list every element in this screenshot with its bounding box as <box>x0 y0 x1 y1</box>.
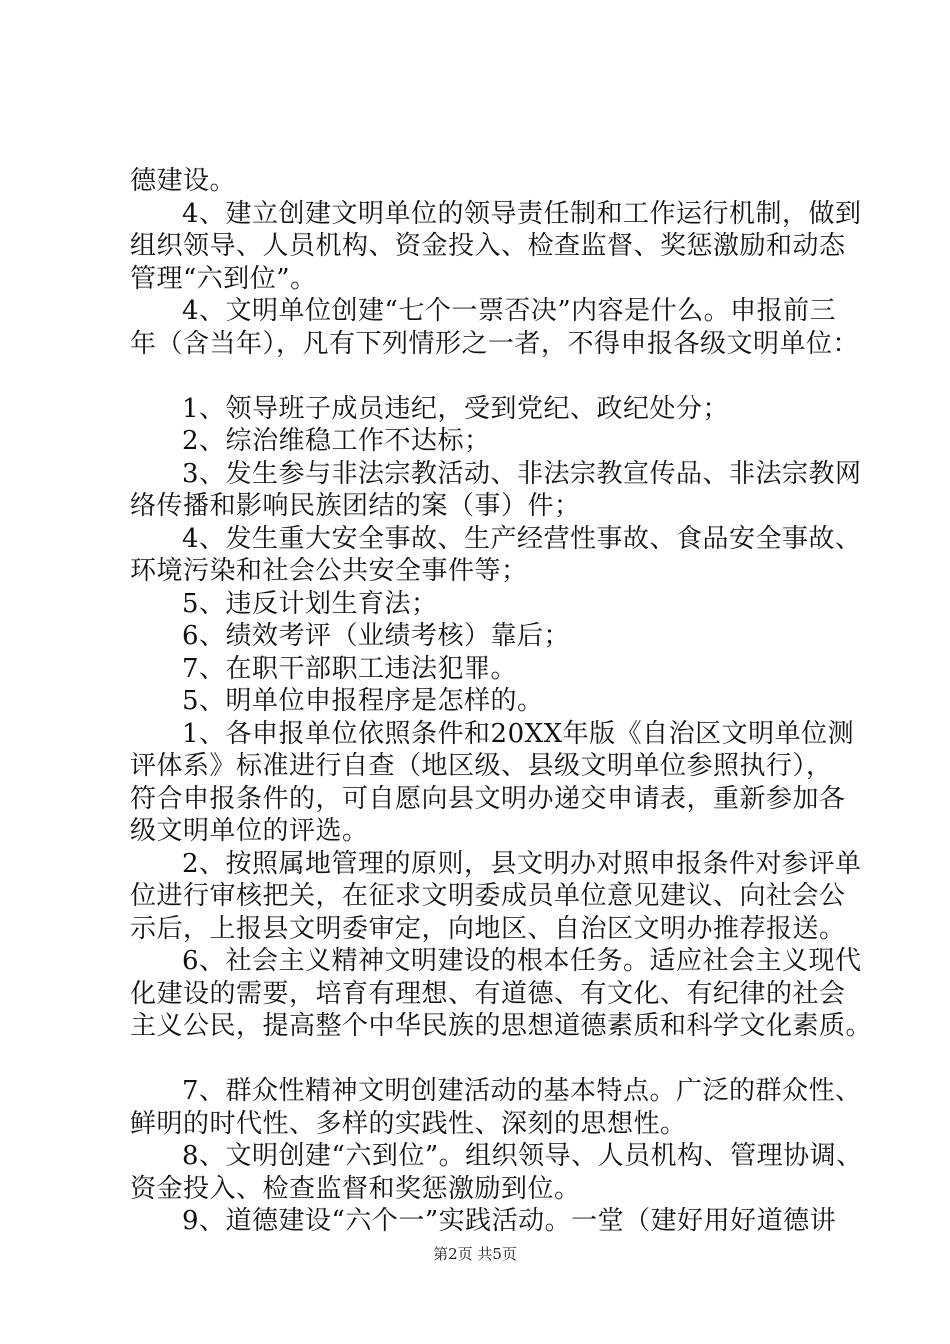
text-line: 年（含当年），凡有下列情形之一者，不得申报各级文明单位： <box>130 328 860 359</box>
text-line: 组织领导、人员机构、资金投入、检查监督、奖惩激励和动态 <box>130 231 846 261</box>
text-line: 4、发生重大安全事故、生产经营性事故、食品安全事故、 <box>182 523 862 554</box>
text-line: 6、绩效考评（业绩考核）靠后； <box>182 621 571 651</box>
text-line: 4、文明单位创建“七个一票否决”内容是什么。申报前三 <box>182 296 837 326</box>
text-line: 评体系》标准进行自查（地区级、县级文明单位参照执行）， <box>130 751 833 781</box>
text-line: 级文明单位的评选。 <box>130 816 369 846</box>
text-line: 8、文明创建“六到位”。组织领导、人员机构、管理协调、 <box>182 1141 863 1171</box>
text-line: 5、明单位申报程序是怎样的。 <box>182 686 544 716</box>
text-line: 德建设。 <box>130 166 237 196</box>
text-line: 1、领导班子成员违纪，受到党纪、政纪处分； <box>182 393 730 424</box>
text-line: 络传播和影响民族团结的案（事）件； <box>130 491 581 521</box>
document-body <box>130 165 873 1238</box>
text-line: 示后，上报县文明委审定，向地区、自治区文明办推荐报送。 <box>130 913 846 944</box>
text-line: 化建设的需要，培育有理想、有道德、有文化、有纪律的社会 <box>130 978 846 1009</box>
page-footer: 第2页 共5页 <box>433 1245 517 1263</box>
text-line: 7、在职干部职工违法犯罪。 <box>182 653 518 684</box>
text-line: 3、发生参与非法宗教活动、非法宗教宣传品、非法宗教网 <box>182 458 862 489</box>
text-line: 位进行审核把关，在征求文明委成员单位意见建议、向社会公 <box>130 881 846 911</box>
blank-line <box>130 1043 850 1076</box>
text-line: 鲜明的时代性、多样的实践性、深刻的思想性。 <box>130 1108 687 1139</box>
text-line: 2、按照属地管理的原则，县文明办对照申报条件对参评单 <box>182 848 862 879</box>
text-line: 9、道德建设“六个一”实践活动。一堂（建好用好道德讲 <box>182 1206 837 1236</box>
text-line: 5、违反计划生育法； <box>182 588 438 619</box>
text-line: 资金投入、检查监督和奖惩激励到位。 <box>130 1173 581 1204</box>
text-line: 2、综治维稳工作不达标； <box>182 426 491 456</box>
text-line: 符合申报条件的，可自愿向县文明办递交申请表，重新参加各 <box>130 783 846 814</box>
text-line: 环境污染和社会公共安全事件等； <box>130 556 528 586</box>
text-line: 7、群众性精神文明创建活动的基本特点。广泛的群众性、 <box>182 1076 862 1106</box>
text-line: 4、建立创建文明单位的领导责任制和工作运行机制，做到 <box>182 198 862 229</box>
text-line: 1、各申报单位依照条件和20XX年版《自治区文明单位测 <box>182 718 855 749</box>
text-line: 6、社会主义精神文明建设的根本任务。适应社会主义现代 <box>182 946 862 976</box>
blank-line <box>130 360 850 393</box>
text-line: 主义公民，提高整个中华民族的思想道德素质和科学文化素质。 <box>130 1011 873 1041</box>
text-line: 管理“六到位”。 <box>130 263 317 294</box>
